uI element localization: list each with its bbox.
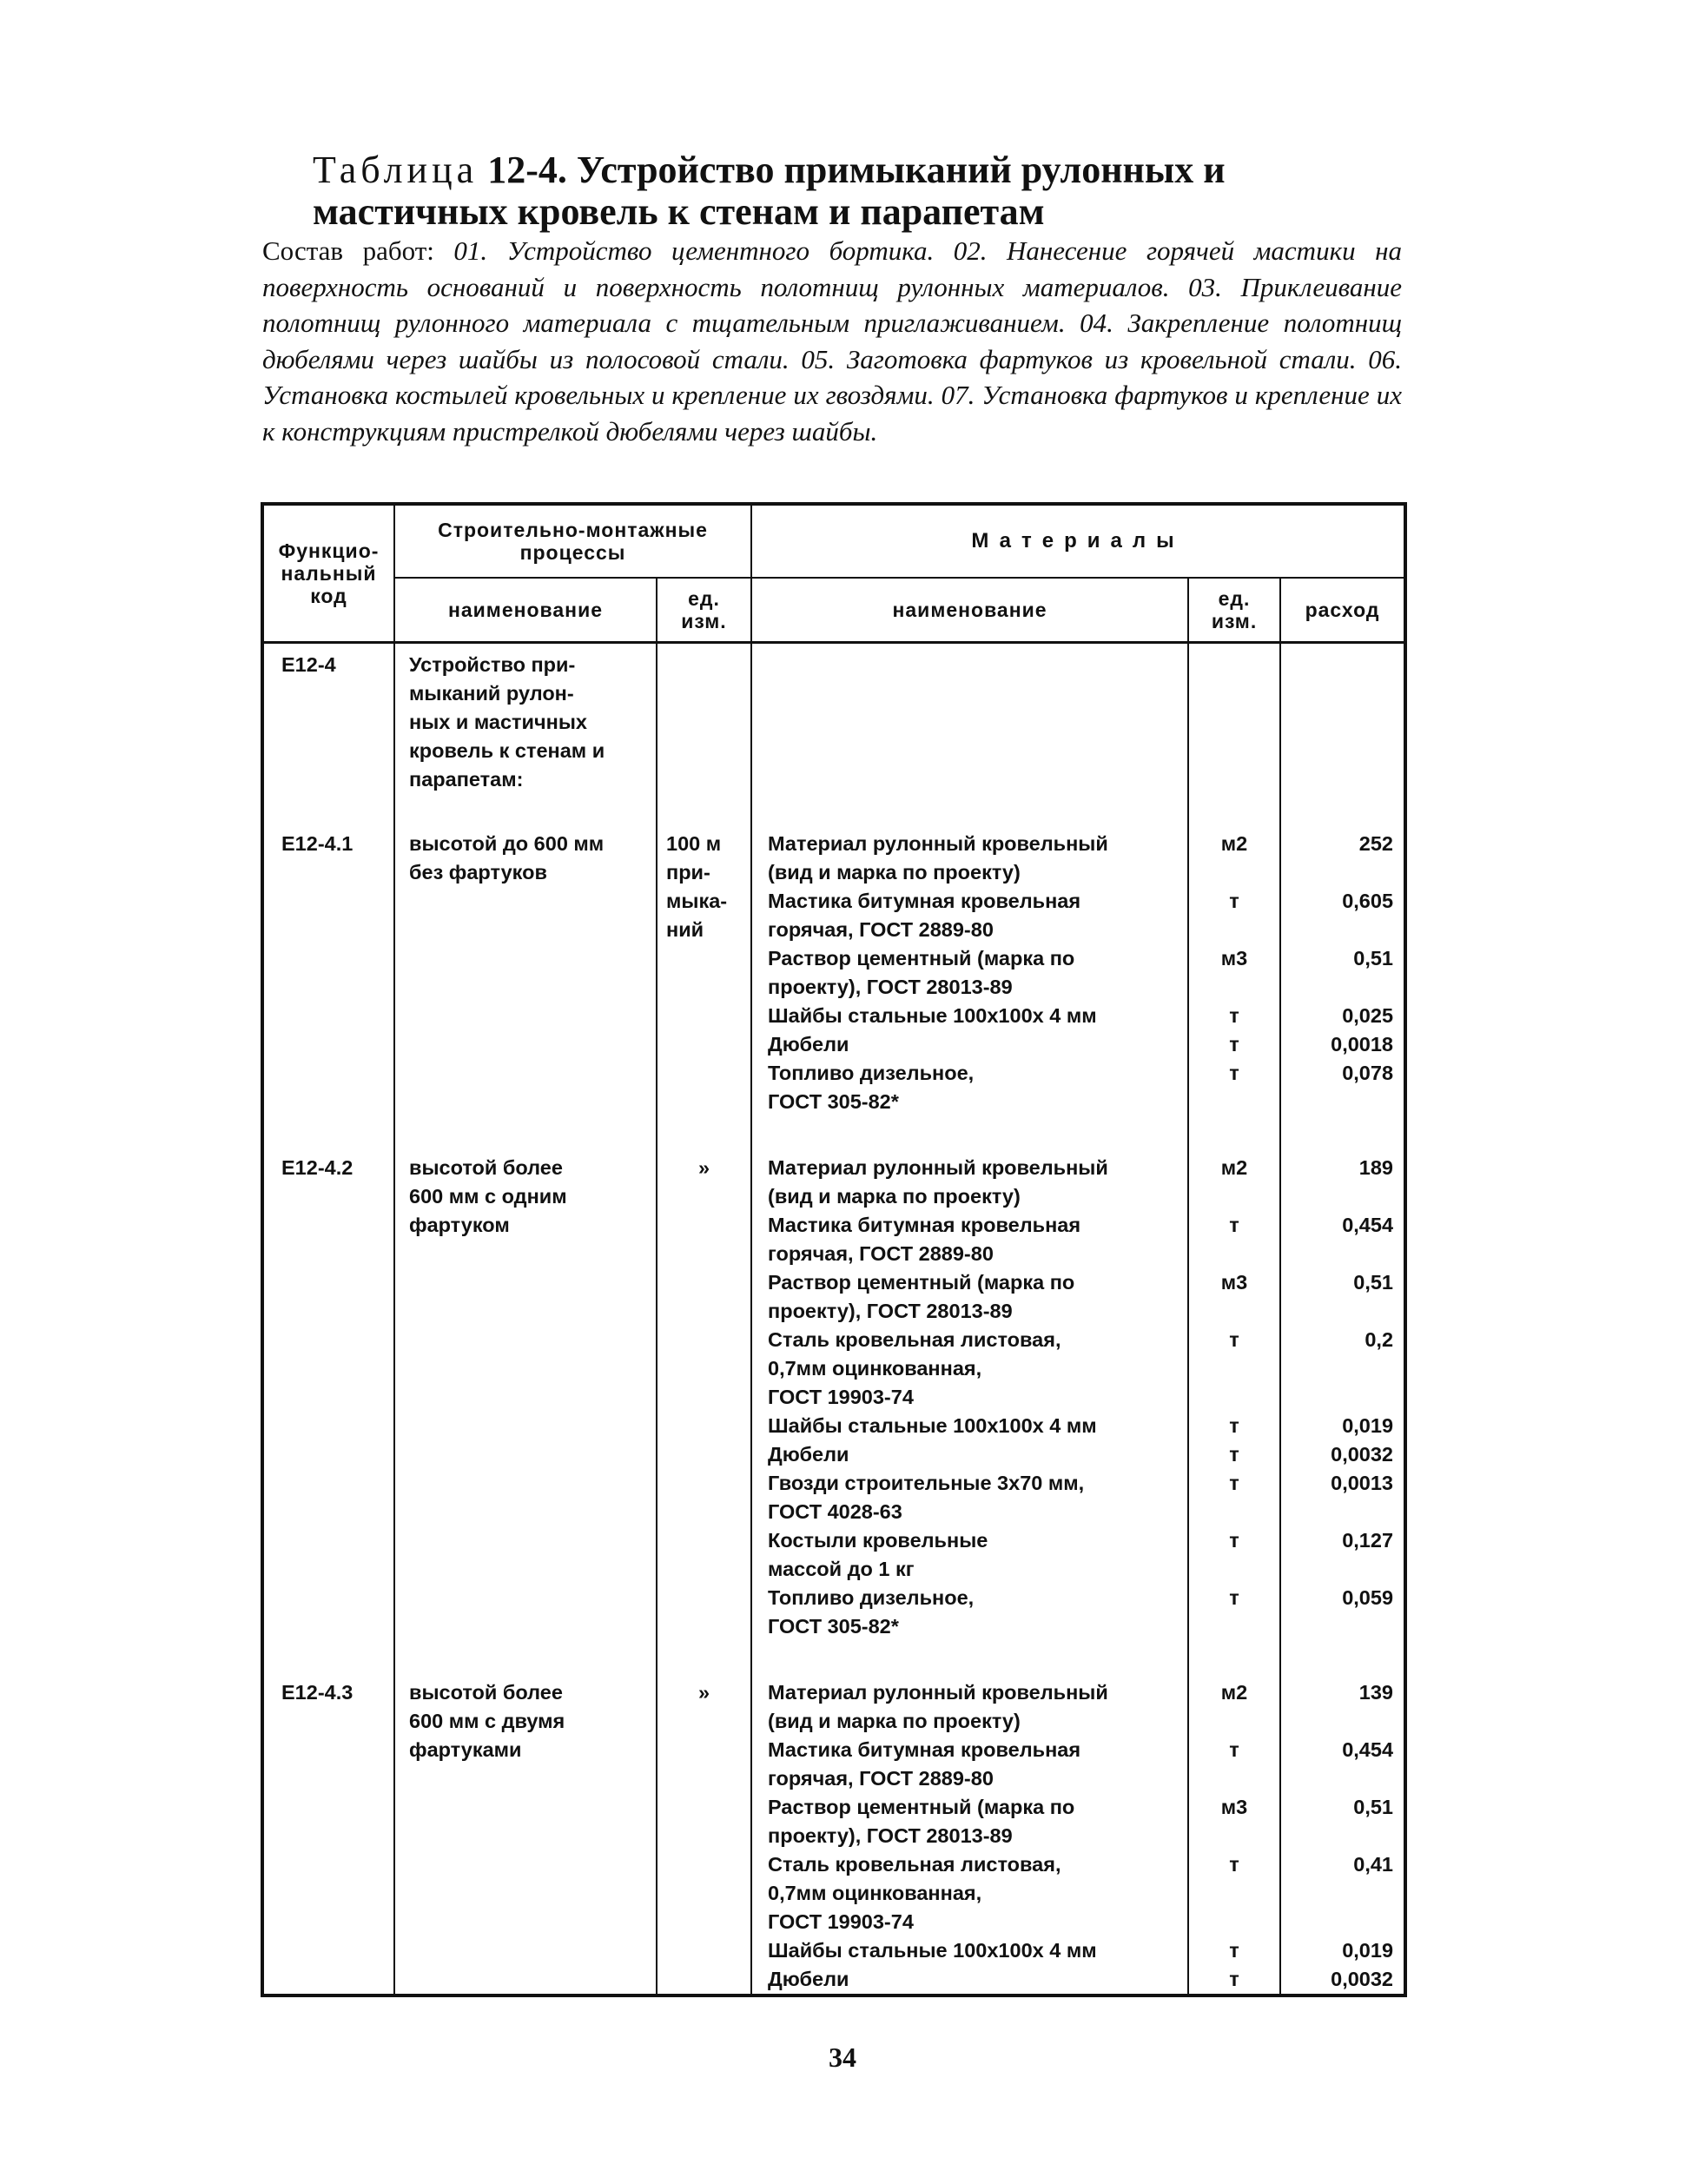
table-title-text: 12-4. Устройство примыканий рулонных и мастичных кровель к стенам и парапетам xyxy=(313,149,1226,233)
header-processes: Строительно-монтажные процессы xyxy=(394,504,751,578)
group-code-g1: Е12-4.1 xyxy=(281,832,354,855)
material-unit-cell: м2 т м3 т т т м2 т м3 т т т т т т м2 т м3 т т т xyxy=(1188,643,1280,1996)
group-code-g0: Е12-4 Е12-4.1 Е12-4.2 Е12-4.3 xyxy=(262,643,394,1996)
work-composition-text: 01. Устройство цементного бортика. 02. Нанесение горячей мастики на поверхность оснований и поверхность полотнищ рулонных материалов. 03. Приклеивание полотнищ рулонного материала с тщательным приглаживанием. 04. Закрепление полотнищ дюбелями через шайбы из полосовой стали. 05. Заготовка фартуков из кровельной стали. 06. Установка костылей кровельных и крепление их гвоздями. 07. Установка фартуков и крепление их к конструкциям пристрелкой дюбелями через шайбы. xyxy=(262,235,1402,447)
material-name-cell: Материал рулонный кровельный (вид и марка по проекту) Мастика битумная кровельная горячая, ГОСТ 2889-80 Раствор цементный (марка по проекту), ГОСТ 28013-89 Шайбы стальные 100х100х 4 мм Дюбели Топливо дизельное, ГОСТ 305-82* Материал рулонный кровельный (вид и марка по проекту) Мастика битумная кровельная горячая, ГОСТ 2889-80 Раствор цементный (марка по проекту), ГОСТ 28013-89 Сталь кровельная листовая, 0,7мм оцинкованная, ГОСТ 19903-74 Шайбы стальные 100х100х 4 мм Дюбели Гвозди строительные 3х70 мм, ГОСТ 4028-63 Костыли кровельные массой до 1 кг Топливо дизельное, ГОСТ 305-82* Материал рулонный кровельный (вид и марка по проекту) Мастика битумная кровельная горячая, ГОСТ 2889-80 Раствор цементный (марка по проекту), ГОСТ 28013-89 Сталь кровельная листовая, 0,7мм оцинкованная, ГОСТ 19903-74 Шайбы стальные 100х100х 4 мм Дюбели xyxy=(751,643,1188,1996)
process-unit-cell: 100 м при- мыка- ний » » xyxy=(657,643,751,1996)
table-header xyxy=(262,504,1405,643)
work-composition xyxy=(262,233,1402,449)
table-body xyxy=(262,643,1405,1996)
norms-table xyxy=(261,502,1407,1997)
group-code-g2: Е12-4.2 xyxy=(281,1156,354,1179)
page-number: 34 xyxy=(829,2042,856,2073)
header-code: Функцио- нальный код xyxy=(262,504,394,643)
table-title-label: Таблица xyxy=(313,149,479,191)
header-rate: расход xyxy=(1280,578,1405,643)
header-process-name: наименование xyxy=(394,578,657,643)
table-title xyxy=(313,149,1398,233)
header-material-unit: ед. изм. xyxy=(1188,578,1280,643)
work-composition-label: Состав работ: xyxy=(262,235,434,266)
group-code-g3: Е12-4.3 xyxy=(281,1681,354,1704)
header-materials: Материалы xyxy=(751,504,1405,578)
table-row xyxy=(262,643,1405,1996)
header-material-name: наименование xyxy=(751,578,1188,643)
header-process-unit: ед. изм. xyxy=(657,578,751,643)
process-cell: Устройство при- мыканий рулон- ных и мастичных кровель к стенам и парапетам: высотой до 600 мм без фартуков высотой более 600 мм с одним фартуком высотой более 600 мм с двумя фартуками xyxy=(394,643,657,1996)
rate-cell: 252 0,605 0,51 0,025 0,0018 0,078 189 0,454 0,51 0,2 0,019 0,0032 0,0013 0,127 0,059 139 0,454 0,51 0,41 0,019 0,0032 xyxy=(1280,643,1405,1996)
